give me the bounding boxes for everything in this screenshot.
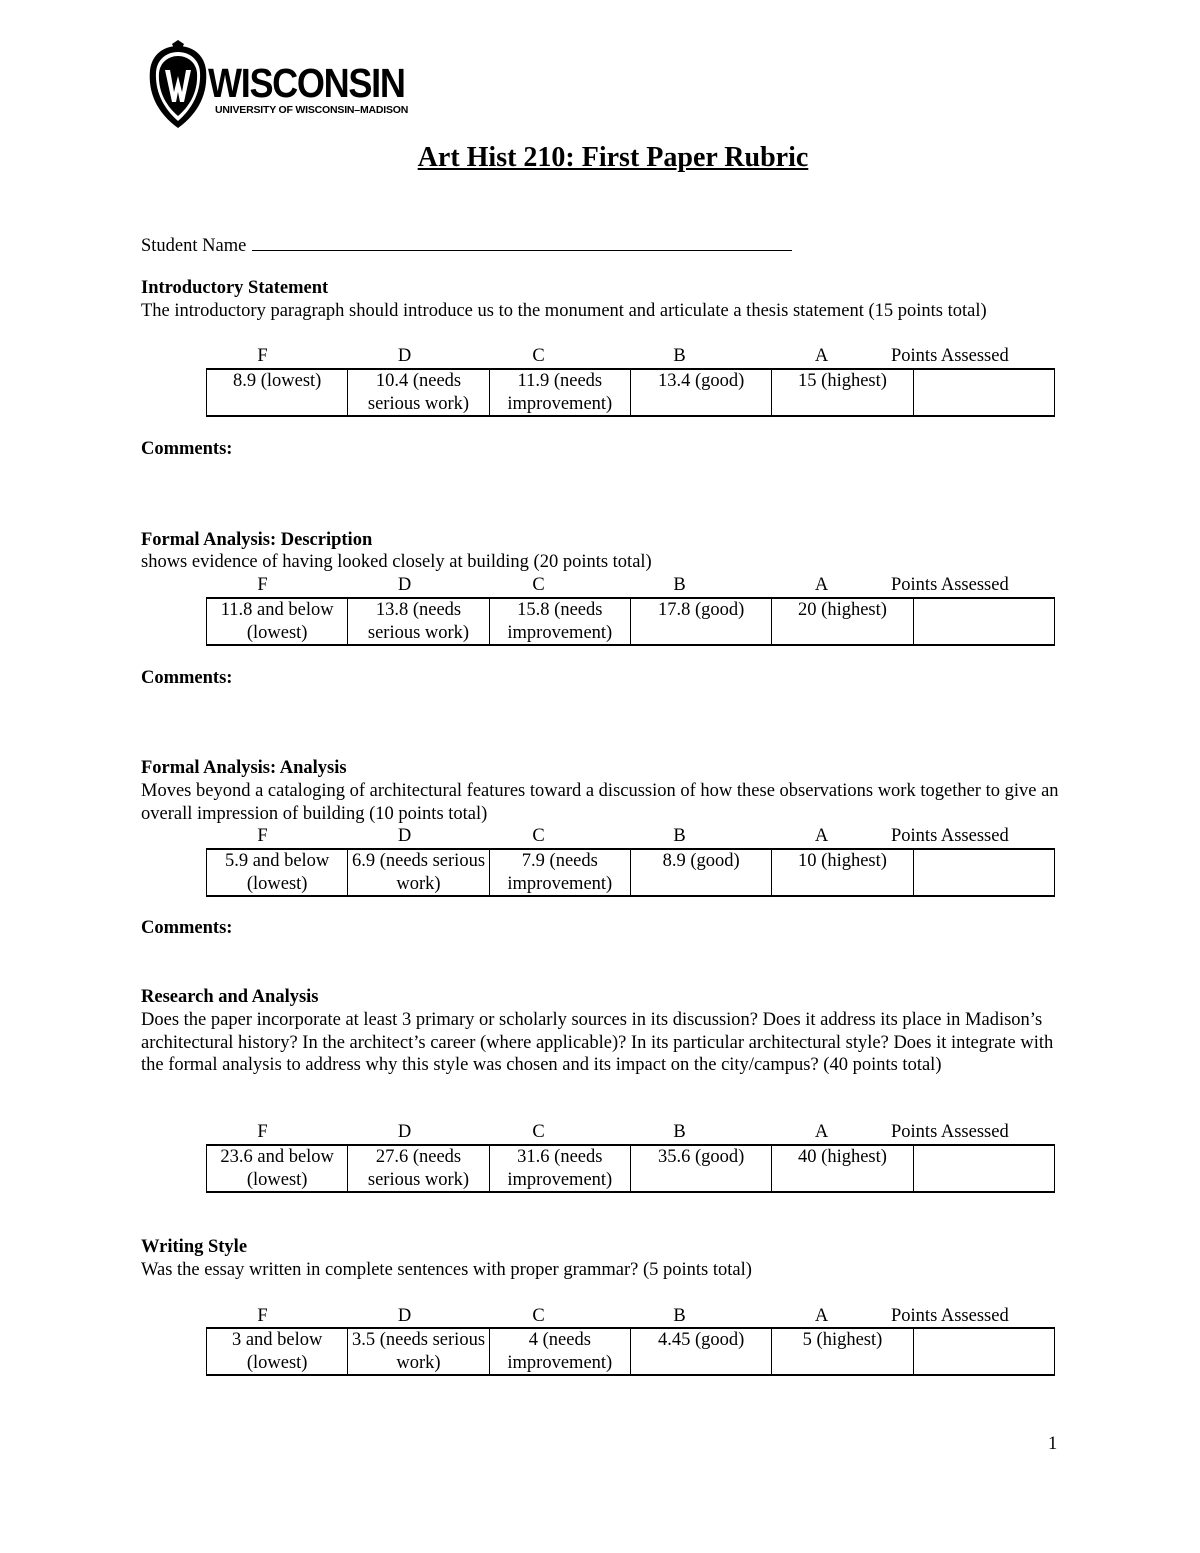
cell-points-assessed[interactable] — [913, 369, 1054, 416]
table-row — [207, 598, 1055, 645]
cell-f: 5.9 and below (lowest) — [207, 849, 348, 896]
grade-header-b: B — [673, 826, 686, 846]
table-row — [207, 369, 1055, 416]
grade-header-d: D — [397, 1306, 412, 1326]
section-title: Writing Style — [141, 1237, 248, 1257]
page-title: Art Hist 210: First Paper Rubric — [417, 142, 809, 173]
rubric-table — [206, 368, 1055, 417]
section-description: The introductory paragraph should introduce us to the monument and articulate a thesis statement (15 points total) — [141, 301, 987, 321]
grade-header-c: C — [532, 826, 545, 846]
table-row — [207, 1328, 1055, 1375]
comments-label: Comments: — [141, 918, 233, 938]
cell-d: 6.9 (needs serious work) — [348, 849, 489, 896]
student-name-field[interactable] — [252, 232, 792, 251]
university-logo — [146, 40, 416, 132]
cell-b: 35.6 (good) — [630, 1145, 771, 1192]
rubric-table — [206, 1144, 1055, 1193]
cell-c: 7.9 (needs improvement) — [489, 849, 630, 896]
cell-b: 13.4 (good) — [630, 369, 771, 416]
grade-header-c: C — [532, 575, 545, 595]
cell-points-assessed[interactable] — [913, 849, 1054, 896]
grade-header-points: Points Assessed — [891, 575, 1009, 595]
logo-subtitle: UNIVERSITY OF WISCONSIN–MADISON — [215, 104, 409, 116]
grade-header-a: A — [814, 1306, 829, 1326]
cell-d: 10.4 (needs serious work) — [348, 369, 489, 416]
table-row — [207, 1145, 1055, 1192]
student-name-row — [141, 232, 792, 258]
cell-d: 13.8 (needs serious work) — [348, 598, 489, 645]
section-title: Formal Analysis: Analysis — [141, 758, 347, 778]
section-description: shows evidence of having looked closely at building (20 points total) — [141, 552, 652, 572]
section-description: Was the essay written in complete sentences with proper grammar? (5 points total) — [141, 1260, 752, 1280]
grade-header-b: B — [673, 1122, 686, 1142]
rubric-table — [206, 1327, 1055, 1376]
grade-header-b: B — [673, 346, 686, 366]
rubric-table — [206, 597, 1055, 646]
grade-header-a: A — [814, 575, 829, 595]
grade-header-b: B — [673, 1306, 686, 1326]
cell-a: 20 (highest) — [772, 598, 913, 645]
cell-c: 31.6 (needs improvement) — [489, 1145, 630, 1192]
section-title: Introductory Statement — [141, 278, 329, 298]
section-description: Does the paper incorporate at least 3 primary or scholarly sources in its discussion? Does it address its place in Madison’s architectural history? In the architect’s career (where applicable)? In its particular architectural style? Does it integrate with the formal analysis to address why this style was chosen and its impact on the city/campus? (40 points total) — [141, 1010, 1054, 1075]
grade-header-points: Points Assessed — [891, 1122, 1009, 1142]
student-name-label: Student Name — [141, 236, 247, 256]
cell-d: 27.6 (needs serious work) — [348, 1145, 489, 1192]
grade-header-row — [206, 825, 1055, 847]
table-row — [207, 849, 1055, 896]
grade-header-points: Points Assessed — [891, 1306, 1009, 1326]
cell-c: 11.9 (needs improvement) — [489, 369, 630, 416]
cell-points-assessed[interactable] — [913, 1145, 1054, 1192]
grade-header-d: D — [397, 575, 412, 595]
comments-label: Comments: — [141, 439, 233, 459]
cell-c: 15.8 (needs improvement) — [489, 598, 630, 645]
grade-header-a: A — [814, 346, 829, 366]
cell-c: 4 (needs improvement) — [489, 1328, 630, 1375]
logo-wordmark: WISCONSIN — [208, 60, 405, 106]
cell-d: 3.5 (needs serious work) — [348, 1328, 489, 1375]
grade-header-d: D — [397, 1122, 412, 1142]
page-number: 1 — [1048, 1434, 1058, 1454]
grade-header-a: A — [814, 1122, 829, 1142]
grade-header-f: F — [257, 1306, 268, 1326]
cell-a: 5 (highest) — [772, 1328, 913, 1375]
rubric-table — [206, 848, 1055, 897]
section-title: Formal Analysis: Description — [141, 530, 373, 550]
grade-header-points: Points Assessed — [891, 346, 1009, 366]
grade-header-row — [206, 574, 1055, 596]
cell-f: 23.6 and below (lowest) — [207, 1145, 348, 1192]
grade-header-row — [206, 1121, 1055, 1143]
cell-a: 15 (highest) — [772, 369, 913, 416]
grade-header-d: D — [397, 826, 412, 846]
grade-header-c: C — [532, 346, 545, 366]
grade-header-d: D — [397, 346, 412, 366]
cell-points-assessed[interactable] — [913, 1328, 1054, 1375]
cell-points-assessed[interactable] — [913, 598, 1054, 645]
cell-f: 8.9 (lowest) — [207, 369, 348, 416]
cell-f: 11.8 and below (lowest) — [207, 598, 348, 645]
grade-header-f: F — [257, 346, 268, 366]
grade-header-row — [206, 1305, 1055, 1327]
cell-f: 3 and below (lowest) — [207, 1328, 348, 1375]
grade-header-c: C — [532, 1306, 545, 1326]
grade-header-points: Points Assessed — [891, 826, 1009, 846]
grade-header-row — [206, 345, 1055, 367]
grade-header-b: B — [673, 575, 686, 595]
section-description: Moves beyond a cataloging of architectural features toward a discussion of how these observations work together to give an overall impression of building (10 points total) — [141, 781, 1059, 824]
grade-header-f: F — [257, 826, 268, 846]
grade-header-f: F — [257, 1122, 268, 1142]
cell-a: 10 (highest) — [772, 849, 913, 896]
grade-header-f: F — [257, 575, 268, 595]
crest-icon — [146, 40, 210, 132]
cell-b: 17.8 (good) — [630, 598, 771, 645]
cell-b: 4.45 (good) — [630, 1328, 771, 1375]
section-title: Research and Analysis — [141, 987, 319, 1007]
grade-header-c: C — [532, 1122, 545, 1142]
grade-header-a: A — [814, 826, 829, 846]
cell-b: 8.9 (good) — [630, 849, 771, 896]
cell-a: 40 (highest) — [772, 1145, 913, 1192]
comments-label: Comments: — [141, 668, 233, 688]
